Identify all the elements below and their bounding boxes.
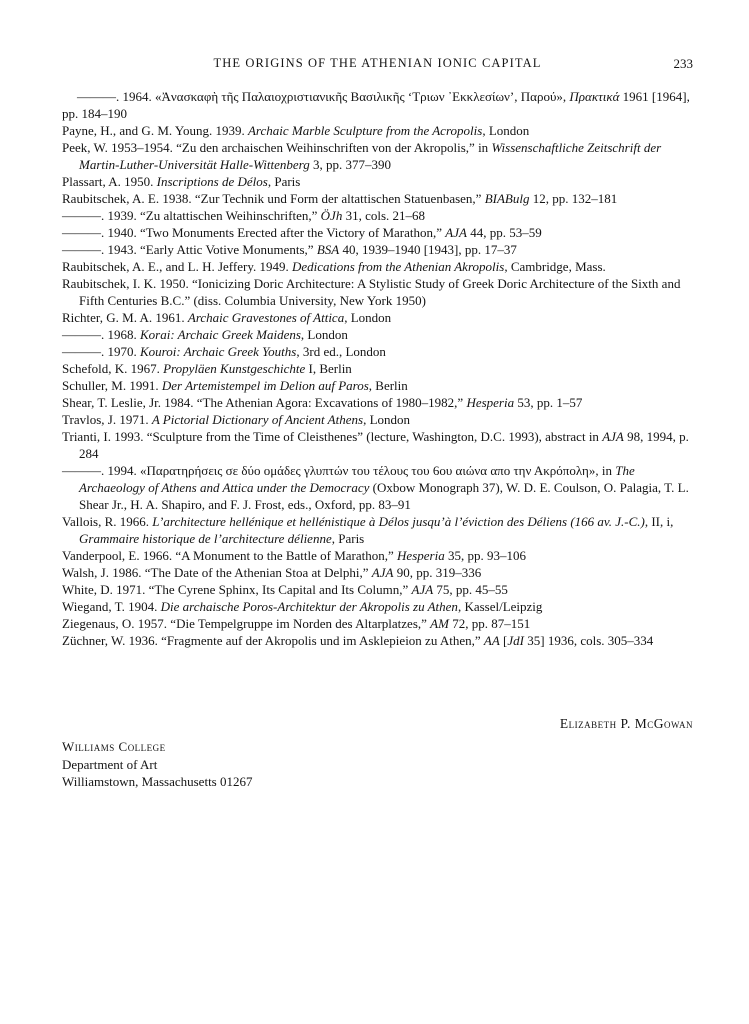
bibliography-entry bbox=[62, 564, 693, 581]
bibliography-entry bbox=[62, 615, 693, 632]
bibliography-entry bbox=[62, 207, 693, 224]
entry-title-italic: BIABulg bbox=[484, 191, 530, 206]
entry-text: 53, pp. 1–57 bbox=[514, 395, 583, 410]
entry-text: , II, i, bbox=[644, 514, 674, 529]
entry-title-italic: BSA bbox=[316, 242, 340, 257]
entry-text: 3, pp. 377–390 bbox=[309, 157, 391, 172]
entry-title-italic: Hesperia bbox=[397, 548, 445, 563]
entry-text: , Cambridge, Mass. bbox=[504, 259, 606, 274]
entry-text: , Berlin bbox=[368, 378, 408, 393]
entry-text: Peek, W. 1953–1954. “Zu den archaischen Weihinschriften von der Akropolis,” in bbox=[62, 140, 492, 155]
entry-text: Ziegenaus, O. 1957. “Die Tempelgruppe im Norden des Altarplatzes,” bbox=[62, 616, 431, 631]
entry-text: Plassart, A. 1950. bbox=[62, 174, 157, 189]
running-head bbox=[62, 56, 693, 74]
entry-text: Raubitschek, I. K. 1950. “Ionicizing Doric Architecture: A Stylistic Study of Greek Doric Architecture of the Sixth and Fifth Centuries B.C.” (diss. Columbia University, New York 1950) bbox=[62, 276, 681, 308]
entry-title-italic: Kouroi: Archaic Greek Youths bbox=[140, 344, 297, 359]
entry-text: [ bbox=[499, 633, 508, 648]
entry-text: ———. 1943. “Early Attic Votive Monuments,” bbox=[62, 242, 317, 257]
bibliography-entry bbox=[62, 394, 693, 411]
bibliography-entry bbox=[62, 258, 693, 275]
entry-title-italic: Inscriptions de Délos bbox=[156, 174, 268, 189]
entry-text: , London bbox=[300, 327, 348, 342]
entry-title-italic: L’architecture hellénique et hellénistique à Délos jusqu’à l’éviction des Déliens (166 av. J.-C.) bbox=[152, 514, 645, 529]
bibliography-list bbox=[62, 88, 693, 649]
entry-text: ———. 1939. “Zu altattischen Weihinschriften,” bbox=[62, 208, 321, 223]
bibliography-entry bbox=[62, 360, 693, 377]
entry-title-italic: AJA bbox=[602, 429, 624, 444]
entry-text: ———. 1964. «Ἀνασκαφὴ τῆς Παλαιοχριστιανικῆς Βασιλικῆς ‘Τριων ᾽Εκκλεσίων’, Παρού», bbox=[77, 89, 570, 104]
entry-title-italic: Korai: Archaic Greek Maidens bbox=[140, 327, 301, 342]
bibliography-entry bbox=[62, 581, 693, 598]
entry-title-italic: Wissenschaftliche Zeitschrift der Martin-Luther-Universität Halle-Wittenberg bbox=[79, 140, 662, 172]
entry-title-italic: Πρακτικά bbox=[569, 89, 620, 104]
entry-title-italic: Propyläen Kunstgeschichte bbox=[163, 361, 306, 376]
entry-text: Raubitschek, A. E., and L. H. Jeffery. 1949. bbox=[62, 259, 292, 274]
affiliation-institution: Williams College bbox=[62, 739, 166, 754]
entry-text: (Oxbow Monograph 37), W. D. E. Coulson, O. Palagia, T. L. Shear Jr., H. A. Shapiro, and F. J. Frost, eds., Oxford, pp. 83–91 bbox=[79, 480, 689, 512]
affiliation-department: Department of Art bbox=[62, 756, 158, 772]
entry-text: Walsh, J. 1986. “The Date of the Athenian Stoa at Delphi,” bbox=[62, 565, 372, 580]
entry-text: 40, 1939–1940 [1943], pp. 17–37 bbox=[339, 242, 517, 257]
bibliography-entry bbox=[62, 411, 693, 428]
entry-text: Schefold, K. 1967. bbox=[62, 361, 164, 376]
entry-text: 44, pp. 53–59 bbox=[466, 225, 542, 240]
entry-title-italic: JdI bbox=[507, 633, 524, 648]
bibliography-entry bbox=[62, 122, 693, 139]
entry-text: 35] 1936, cols. 305–334 bbox=[524, 633, 654, 648]
entry-text: Vanderpool, E. 1966. “A Monument to the Battle of Marathon,” bbox=[62, 548, 398, 563]
bibliography-entry bbox=[62, 598, 693, 615]
entry-text: 1961 [1964], pp. 184–190 bbox=[62, 89, 690, 121]
entry-title-italic: Der Artemistempel im Delion auf Paros bbox=[161, 378, 369, 393]
entry-text: Schuller, M. 1991. bbox=[62, 378, 162, 393]
entry-title-italic: Archaic Gravestones of Attica bbox=[187, 310, 345, 325]
bibliography-entry bbox=[62, 513, 693, 547]
entry-text: 75, pp. 45–55 bbox=[433, 582, 508, 597]
entry-text: Raubitschek, A. E. 1938. “Zur Technik und Form der altattischen Statuenbasen,” bbox=[62, 191, 485, 206]
bibliography-entry bbox=[62, 173, 693, 190]
entry-text: 12, pp. 132–181 bbox=[529, 191, 618, 206]
page-number: 233 bbox=[673, 56, 693, 71]
bibliography-entry bbox=[62, 224, 693, 241]
entry-text: , Paris bbox=[331, 531, 365, 546]
entry-text: , London bbox=[344, 310, 392, 325]
entry-title-italic: A Pictorial Dictionary of Ancient Athens bbox=[151, 412, 364, 427]
entry-title-italic: Archaic Marble Sculpture from the Acropolis bbox=[247, 123, 483, 138]
entry-text: Richter, G. M. A. 1961. bbox=[62, 310, 188, 325]
entry-text: Wiegand, T. 1904. bbox=[62, 599, 161, 614]
entry-text: ———. 1970. bbox=[62, 344, 140, 359]
entry-text: 35, pp. 93–106 bbox=[444, 548, 526, 563]
bibliography-entry bbox=[62, 275, 693, 309]
entry-text: Vallois, R. 1966. bbox=[62, 514, 153, 529]
entry-title-italic: ÖJh bbox=[320, 208, 343, 223]
entry-text: Trianti, I. 1993. “Sculpture from the Time of Cleisthenes” (lecture, Washington, D.C. 1993), abstract in bbox=[62, 429, 603, 444]
entry-text: I, Berlin bbox=[305, 361, 352, 376]
entry-title-italic: AJA bbox=[445, 225, 467, 240]
entry-title-italic: AA bbox=[483, 633, 500, 648]
entry-text: Züchner, W. 1936. “Fragmente auf der Akropolis und im Asklepieion zu Athen,” bbox=[62, 633, 484, 648]
affiliation-block bbox=[62, 738, 253, 791]
bibliography-entry bbox=[62, 377, 693, 394]
bibliography-entry bbox=[62, 241, 693, 258]
bibliography-entry bbox=[62, 139, 693, 173]
entry-text: , Paris bbox=[267, 174, 301, 189]
bibliography-entry bbox=[62, 462, 693, 513]
entry-title-italic: The Archaeology of Athens and Attica under the Democracy bbox=[79, 463, 635, 495]
entry-text: ———. 1994. «Παρατηρήσεις σε δύο ομάδες γλυπτών του τέλους του 6ου αιώνα απο την Ακρόπολη», in bbox=[62, 463, 616, 478]
entry-text: , 3rd ed., London bbox=[296, 344, 386, 359]
bibliography-entry bbox=[62, 547, 693, 564]
entry-text: 90, pp. 319–336 bbox=[393, 565, 482, 580]
entry-title-italic: AJA bbox=[371, 565, 394, 580]
entry-text: Travlos, J. 1971. bbox=[62, 412, 152, 427]
entry-title-italic: Grammaire historique de l’architecture délienne bbox=[79, 531, 332, 546]
running-head-title: THE ORIGINS OF THE ATHENIAN IONIC CAPITAL bbox=[213, 56, 542, 70]
bibliography-entry bbox=[62, 309, 693, 326]
entry-title-italic: AJA bbox=[411, 582, 434, 597]
bibliography-entry bbox=[62, 343, 693, 360]
entry-text: 31, cols. 21–68 bbox=[342, 208, 426, 223]
entry-text: ———. 1940. “Two Monuments Erected after the Victory of Marathon,” bbox=[62, 225, 446, 240]
entry-text: Shear, T. Leslie, Jr. 1984. “The Athenian Agora: Excavations of 1980–1982,” bbox=[62, 395, 467, 410]
author-signature: Elizabeth P. McGowan bbox=[559, 716, 693, 731]
bibliography-entry bbox=[62, 88, 693, 122]
entry-text: , London bbox=[363, 412, 411, 427]
entry-text: White, D. 1971. “The Cyrene Sphinx, Its Capital and Its Column,” bbox=[62, 582, 412, 597]
entry-text: ———. 1968. bbox=[62, 327, 140, 342]
bibliography-entry bbox=[62, 190, 693, 207]
entry-title-italic: Hesperia bbox=[466, 395, 515, 410]
entry-text: , London bbox=[482, 123, 530, 138]
bibliography-entry bbox=[62, 428, 693, 462]
entry-title-italic: Die archaische Poros-Architektur der Akropolis zu Athen bbox=[160, 599, 458, 614]
entry-text: , Kassel/Leipzig bbox=[457, 599, 543, 614]
entry-text: 98, 1994, p. 284 bbox=[79, 429, 689, 461]
bibliography-entry bbox=[62, 632, 693, 649]
entry-text: Payne, H., and G. M. Young. 1939. bbox=[62, 123, 248, 138]
affiliation-address: Williamstown, Massachusetts 01267 bbox=[62, 774, 253, 789]
entry-title-italic: Dedications from the Athenian Akropolis bbox=[291, 259, 505, 274]
bibliography-entry bbox=[62, 326, 693, 343]
entry-text: 72, pp. 87–151 bbox=[448, 616, 531, 631]
entry-title-italic: AM bbox=[430, 616, 449, 631]
